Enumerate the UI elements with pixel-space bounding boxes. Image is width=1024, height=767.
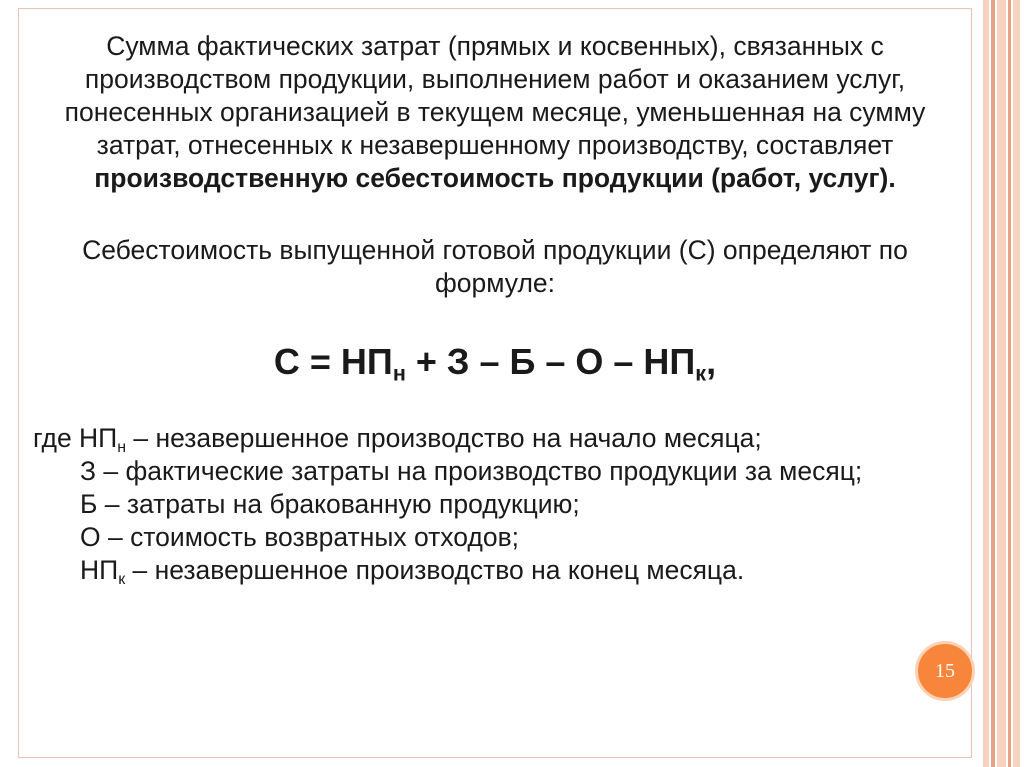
decor-stripe	[1008, 0, 1011, 767]
formula-part: С = НП	[273, 341, 393, 382]
definitions-list	[33, 422, 862, 587]
formula-intro-paragraph	[30, 234, 960, 300]
decor-stripe	[1013, 0, 1020, 767]
cost-formula	[30, 340, 960, 384]
formula-intro-line: формуле:	[434, 268, 556, 298]
definition-item	[33, 488, 862, 521]
intro-line: Сумма фактических затрат (прямых и косвенных), связанных с	[106, 31, 884, 61]
definition-subscript: к	[118, 570, 126, 588]
definition-term: НП	[80, 555, 119, 585]
definition-text: – незавершенное производство на конец месяца.	[125, 555, 745, 585]
definition-item	[33, 455, 862, 488]
intro-line: затрат, отнесенных к незавершенному производству, составляет	[96, 130, 894, 160]
definition-text: З – фактические затраты на производство продукции за месяц;	[80, 456, 863, 486]
intro-line: понесенных организацией в текущем месяце, уменьшенная на сумму	[64, 97, 926, 127]
formula-subscript: к	[695, 360, 707, 386]
formula-part: + З – Б – О – НП	[405, 341, 696, 382]
page-number-badge	[915, 641, 975, 701]
definition-text: Б – затраты на бракованную продукцию;	[80, 489, 580, 519]
intro-line: производством продукции, выполнением работ и оказанием услуг,	[84, 64, 906, 94]
decor-stripe	[997, 0, 1006, 767]
intro-paragraph	[30, 30, 960, 195]
definition-term: где НП	[33, 423, 118, 453]
definition-item	[33, 554, 862, 587]
definition-text: – незавершенное производство на начало месяца;	[126, 423, 762, 453]
formula-subscript: н	[392, 360, 406, 386]
definition-item	[33, 521, 862, 554]
formula-part: ,	[706, 341, 717, 382]
definition-subscript: н	[117, 438, 127, 456]
definition-item	[33, 422, 862, 455]
page-number: 15	[935, 659, 955, 682]
formula-intro-line: Себестоимость выпущенной готовой продукции (С) определяют по	[82, 235, 908, 265]
definition-text: О – стоимость возвратных отходов;	[80, 522, 520, 552]
decor-stripe	[991, 0, 995, 767]
intro-bold-line: производственную себестоимость продукции (работ, услуг).	[94, 163, 896, 193]
decor-stripe	[983, 0, 989, 767]
